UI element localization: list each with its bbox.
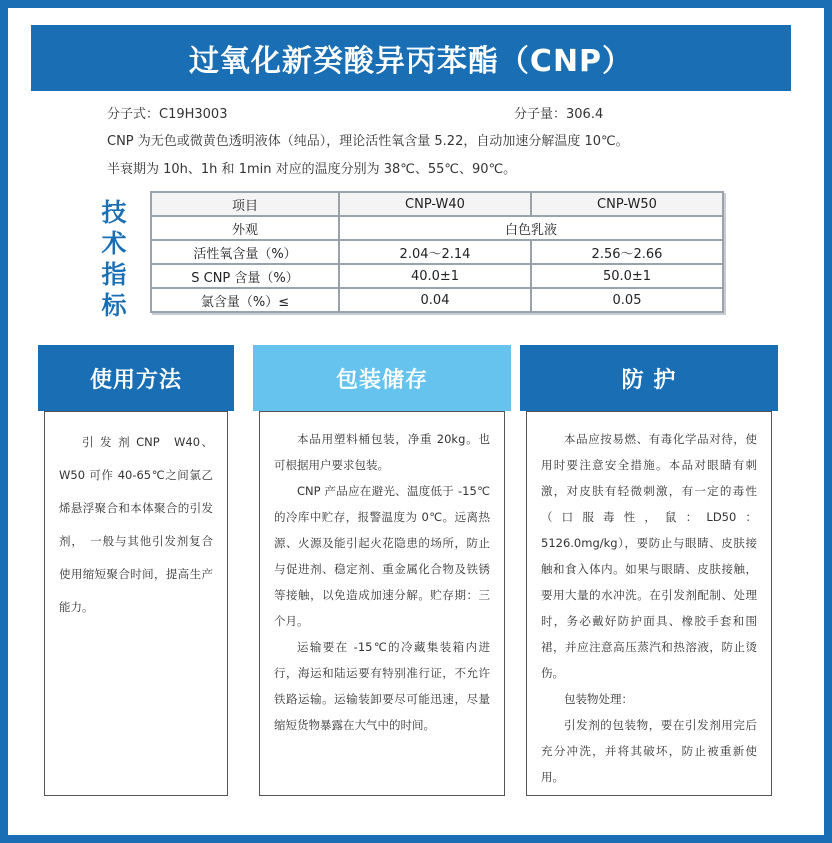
- packaging-paragraph: 本品用塑料桶包装，净重 20kg。也可根据用户要求包装。: [274, 432, 490, 472]
- spec-row-w40: 2.04～2.14: [339, 240, 531, 264]
- spec-row-name: S CNP 含量（%）: [151, 264, 339, 288]
- usage-heading: [38, 345, 234, 411]
- protection-paragraph: 引发剂的包装物，要在引发剂用完后充分冲洗，并将其破坏，防止被重新使用。: [541, 718, 757, 784]
- formula-line: [107, 103, 604, 122]
- spec-row-w50: 50.0±1: [531, 264, 723, 288]
- packaging-paragraph: 运输要在 -15℃的冷藏集装箱内进行，海运和陆运要有特别准行证，不允许铁路运输。运输装卸要尽可能迅速，尽量缩短货物暴露在大气中的时间。: [274, 640, 490, 732]
- molecular-formula: 分子式：C19H3003: [107, 107, 228, 122]
- usage-text: 引 发 剂 CNP W40、W50 可作 40-65℃之间氯乙烯悬浮聚合和本体聚合的引发剂， 一般与其他引发剂复合使用缩短聚合时间，提高生产能力。: [59, 435, 213, 614]
- spec-header-w40: CNP-W40: [339, 192, 531, 216]
- protection-heading: [520, 345, 778, 411]
- spec-side-title: 技术指标: [101, 198, 127, 320]
- packaging-section: [253, 345, 511, 799]
- spec-table: [150, 191, 724, 313]
- table-row: [151, 216, 723, 240]
- table-row: [151, 240, 723, 264]
- usage-heading-text: 使用方法: [89, 367, 182, 393]
- spec-row-w50: 2.56～2.66: [531, 240, 723, 264]
- usage-section: [38, 345, 234, 799]
- spec-row-name: 氯含量（%）≤: [151, 288, 339, 312]
- description-line-1: CNP 为无色或微黄色透明液体（纯品），理论活性氧含量 5.22，自动加速分解温度 10℃。: [107, 134, 629, 149]
- description-line-2: 半衰期为 10h、1h 和 1min 对应的温度分别为 38℃、55℃、90℃。: [107, 162, 517, 177]
- molecular-weight: 分子量：306.4: [514, 107, 604, 122]
- spec-row-w40: 0.04: [339, 288, 531, 312]
- packaging-paragraph: CNP 产品应在避光、温度低于 -15℃的冷库中贮存，报警温度为 0℃。远离热源、火源及能引起火花隐患的场所，防止与促进剂、稳定剂、重金属化合物及铁锈等接触，以免造成加速分解。贮存期：三个月。: [274, 484, 490, 628]
- spec-row-name: 外观: [151, 216, 339, 240]
- spec-row-w50: 0.05: [531, 288, 723, 312]
- spec-header-row: [151, 192, 723, 216]
- table-row: [151, 264, 723, 288]
- packaging-body: [259, 411, 505, 796]
- table-row: [151, 288, 723, 312]
- protection-body: [526, 411, 772, 796]
- usage-body: [44, 411, 228, 796]
- spec-row-merged: 白色乳液: [339, 216, 723, 240]
- spec-row-name: 活性氧含量（%）: [151, 240, 339, 264]
- page-title: [31, 25, 791, 91]
- protection-subheading: 包装物处理：: [564, 692, 633, 706]
- protection-section: [520, 345, 778, 799]
- packaging-heading-text: 包装储存: [335, 367, 428, 393]
- title-text: 过氧化新癸酸异丙苯酯（CNP）: [188, 44, 634, 79]
- spec-header-w50: CNP-W50: [531, 192, 723, 216]
- protection-paragraph: 本品应按易燃、有毒化学品对待，使用时要注意安全措施。本品对眼睛有刺激，对皮肤有轻微刺激，有一定的毒性（口服毒性，鼠：LD50：5126.0mg/kg），要防止与眼睛、皮肤接触和食入体内。如果与眼睛、皮肤接触，要用大量的水冲洗。在引发剂配制、处理时，务必戴好防护面具、橡胶手套和围裙，并应注意高压蒸汽和热溶液，防止烫伤。: [541, 432, 757, 680]
- packaging-heading: [253, 345, 511, 411]
- spec-header-item: 项目: [151, 192, 339, 216]
- protection-heading-text: 防 护: [621, 367, 677, 393]
- spec-row-w40: 40.0±1: [339, 264, 531, 288]
